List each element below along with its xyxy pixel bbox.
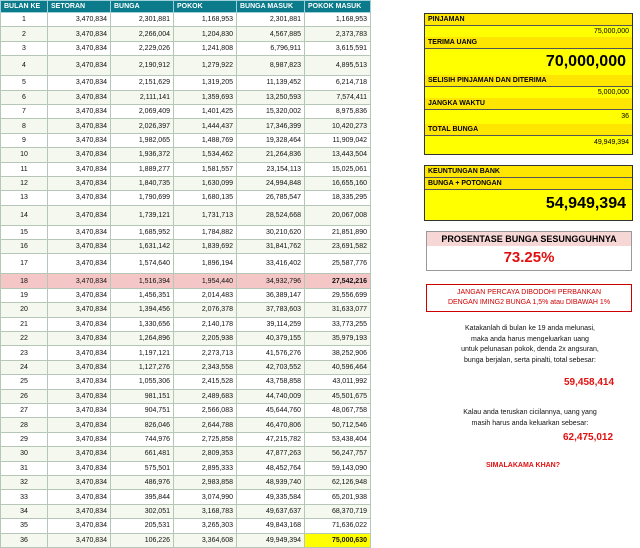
table-cell[interactable]: 1,241,808 (174, 41, 237, 55)
pelunasan-amount: 59,458,414 (564, 377, 615, 388)
table-cell[interactable]: 1,739,121 (111, 205, 174, 225)
keuntungan-value: 54,949,394 (545, 195, 626, 212)
table-cell[interactable]: 1,790,699 (111, 191, 174, 205)
table-cell[interactable]: 27,542,216 (305, 274, 371, 288)
table-row (1, 375, 371, 389)
table-cell[interactable]: 26,785,547 (237, 191, 305, 205)
table-cell[interactable]: 3,470,834 (48, 461, 111, 475)
table-cell[interactable]: 3,470,834 (48, 76, 111, 90)
table-cell[interactable]: 28,524,668 (237, 205, 305, 225)
table-cell[interactable]: 5 (1, 76, 48, 90)
table-row (1, 533, 371, 547)
table-cell[interactable]: 38,252,906 (305, 346, 371, 360)
table-cell[interactable]: 1,516,394 (111, 274, 174, 288)
table-row (1, 205, 371, 225)
table-cell[interactable]: 25 (1, 375, 48, 389)
table-cell[interactable]: 2,301,881 (111, 13, 174, 27)
table-cell[interactable]: 34,932,796 (237, 274, 305, 288)
table-cell[interactable]: 1,685,952 (111, 225, 174, 239)
table-row (1, 461, 371, 475)
table-row (1, 225, 371, 239)
table-cell[interactable]: 3,470,834 (48, 288, 111, 302)
table-cell[interactable]: 12 (1, 176, 48, 190)
table-cell[interactable]: 6 (1, 90, 48, 104)
column-header[interactable]: BUNGA (111, 1, 174, 13)
table-row (1, 56, 371, 76)
column-header[interactable]: POKOK MASUK (305, 1, 371, 13)
table-cell[interactable]: 2,069,409 (111, 104, 174, 118)
terima-uang-label: TERIMA UANG (425, 37, 632, 49)
table-cell[interactable]: 904,751 (111, 403, 174, 417)
narrative-line: Kalau anda teruskan cicilannya, uang yang (463, 409, 597, 416)
table-cell[interactable]: 48,939,740 (237, 475, 305, 489)
table-cell[interactable]: 16 (1, 240, 48, 254)
table-cell[interactable]: 24 (1, 360, 48, 374)
table-cell[interactable]: 19 (1, 288, 48, 302)
table-cell[interactable]: 24,994,848 (237, 176, 305, 190)
narrative-paragraph-1 (430, 324, 630, 366)
table-header-row (1, 1, 371, 13)
table-cell[interactable]: 3,470,834 (48, 389, 111, 403)
table-row (1, 274, 371, 288)
loan-summary-panel (424, 13, 633, 155)
table-cell[interactable]: 1,840,735 (111, 176, 174, 190)
table-cell[interactable]: 1,359,693 (174, 90, 237, 104)
table-cell[interactable]: 1,982,065 (111, 133, 174, 147)
table-cell[interactable]: 1,574,640 (111, 254, 174, 274)
table-cell[interactable]: 2,644,788 (174, 418, 237, 432)
table-cell[interactable]: 13 (1, 191, 48, 205)
table-cell[interactable]: 2,026,397 (111, 119, 174, 133)
table-cell[interactable]: 15,025,061 (305, 162, 371, 176)
table-cell[interactable]: 36 (1, 533, 48, 547)
table-cell[interactable]: 34 (1, 504, 48, 518)
table-cell[interactable]: 10 (1, 148, 48, 162)
table-cell[interactable]: 1,680,135 (174, 191, 237, 205)
table-cell[interactable]: 3,470,834 (48, 176, 111, 190)
table-cell[interactable]: 1,731,713 (174, 205, 237, 225)
table-cell[interactable]: 43,758,858 (237, 375, 305, 389)
table-cell[interactable]: 8,975,836 (305, 104, 371, 118)
table-cell[interactable]: 50,712,546 (305, 418, 371, 432)
table-cell[interactable]: 39,114,259 (237, 317, 305, 331)
table-cell[interactable]: 3,470,834 (48, 205, 111, 225)
terima-uang-value: 70,000,000 (545, 53, 626, 70)
table-row (1, 90, 371, 104)
table-cell[interactable]: 1,631,142 (111, 240, 174, 254)
table-cell[interactable]: 48,452,764 (237, 461, 305, 475)
table-cell[interactable]: 11,139,452 (237, 76, 305, 90)
table-cell[interactable]: 44,740,009 (237, 389, 305, 403)
prosentase-box (426, 231, 632, 271)
table-cell[interactable]: 4,895,513 (305, 56, 371, 76)
table-cell[interactable]: 2,266,004 (111, 27, 174, 41)
table-row (1, 360, 371, 374)
table-cell[interactable]: 49,637,637 (237, 504, 305, 518)
table-cell[interactable]: 3,470,834 (48, 274, 111, 288)
table-cell[interactable]: 23,691,582 (305, 240, 371, 254)
table-cell[interactable]: 3,470,834 (48, 41, 111, 55)
table-cell[interactable]: 1,055,306 (111, 375, 174, 389)
table-cell[interactable]: 1,264,896 (111, 332, 174, 346)
table-cell[interactable]: 18 (1, 274, 48, 288)
table-cell[interactable]: 2,014,483 (174, 288, 237, 302)
narrative-line: maka anda harus mengeluarkan uang (471, 335, 589, 343)
table-cell[interactable]: 27 (1, 403, 48, 417)
table-cell[interactable]: 1,394,456 (111, 303, 174, 317)
table-cell[interactable]: 205,531 (111, 519, 174, 533)
table-cell[interactable]: 3,470,834 (48, 418, 111, 432)
table-row (1, 346, 371, 360)
table-cell[interactable]: 53,438,404 (305, 432, 371, 446)
table-row (1, 27, 371, 41)
selisih-value: 5,000,000 (597, 89, 629, 96)
table-cell[interactable]: 2,229,026 (111, 41, 174, 55)
table-cell[interactable]: 1,581,557 (174, 162, 237, 176)
table-cell[interactable]: 31,633,077 (305, 303, 371, 317)
column-header[interactable]: BUNGA MASUK (237, 1, 305, 13)
table-cell[interactable]: 1,456,351 (111, 288, 174, 302)
table-cell[interactable]: 35 (1, 519, 48, 533)
narrative-line: untuk pelunasan pokok, denda 2x angsuran, (461, 346, 599, 353)
table-cell[interactable]: 47,215,782 (237, 432, 305, 446)
table-row (1, 303, 371, 317)
table-cell[interactable]: 33 (1, 490, 48, 504)
table-row (1, 133, 371, 147)
table-cell[interactable]: 3,470,834 (48, 148, 111, 162)
table-cell[interactable]: 4 (1, 56, 48, 76)
table-cell[interactable]: 1,401,425 (174, 104, 237, 118)
table-cell[interactable]: 2,343,558 (174, 360, 237, 374)
table-cell[interactable]: 23,154,113 (237, 162, 305, 176)
lanjut-amount: 62,475,012 (563, 432, 614, 443)
table-cell[interactable]: 106,226 (111, 533, 174, 547)
table-cell[interactable]: 575,501 (111, 461, 174, 475)
table-cell[interactable]: 2,415,528 (174, 375, 237, 389)
table-cell[interactable]: 33,773,255 (305, 317, 371, 331)
table-cell[interactable]: 40,596,464 (305, 360, 371, 374)
table-cell[interactable]: 744,976 (111, 432, 174, 446)
table-cell[interactable]: 2,205,938 (174, 332, 237, 346)
table-cell[interactable]: 826,046 (111, 418, 174, 432)
table-cell[interactable]: 48,067,758 (305, 403, 371, 417)
table-cell[interactable]: 1,896,194 (174, 254, 237, 274)
table-cell[interactable]: 22 (1, 332, 48, 346)
table-cell[interactable]: 10,420,273 (305, 119, 371, 133)
table-cell[interactable]: 62,126,948 (305, 475, 371, 489)
table-row (1, 240, 371, 254)
table-cell[interactable]: 3,470,834 (48, 133, 111, 147)
closing-question: SIMALAKAMA KHAN? (486, 462, 561, 469)
table-cell[interactable]: 3,470,834 (48, 490, 111, 504)
total-bunga-value: 49,949,394 (593, 139, 629, 146)
table-cell[interactable]: 981,151 (111, 389, 174, 403)
table-cell[interactable]: 2,809,353 (174, 447, 237, 461)
table-cell[interactable]: 25,587,776 (305, 254, 371, 274)
table-cell[interactable]: 68,370,719 (305, 504, 371, 518)
table-cell[interactable]: 2,725,858 (174, 432, 237, 446)
table-cell[interactable]: 2,895,333 (174, 461, 237, 475)
table-cell[interactable]: 56,247,757 (305, 447, 371, 461)
table-cell[interactable]: 59,143,090 (305, 461, 371, 475)
warning-box (426, 284, 632, 312)
table-cell[interactable]: 21,851,890 (305, 225, 371, 239)
table-row (1, 191, 371, 205)
table-cell[interactable]: 3,364,608 (174, 533, 237, 547)
table-cell[interactable]: 1,936,372 (111, 148, 174, 162)
table-cell[interactable]: 3,470,834 (48, 225, 111, 239)
table-cell[interactable]: 26 (1, 389, 48, 403)
table-cell[interactable]: 31 (1, 461, 48, 475)
pinjaman-label: PINJAMAN (425, 14, 632, 26)
table-cell[interactable]: 13,250,593 (237, 90, 305, 104)
table-cell[interactable]: 49,335,584 (237, 490, 305, 504)
table-cell[interactable]: 30,210,620 (237, 225, 305, 239)
table-cell[interactable]: 661,481 (111, 447, 174, 461)
table-row (1, 519, 371, 533)
table-cell[interactable]: 7,574,411 (305, 90, 371, 104)
table-cell[interactable]: 2,111,141 (111, 90, 174, 104)
table-cell[interactable]: 14 (1, 205, 48, 225)
table-cell[interactable]: 3,470,834 (48, 432, 111, 446)
table-cell[interactable]: 17 (1, 254, 48, 274)
table-cell[interactable]: 3,470,834 (48, 162, 111, 176)
table-cell[interactable]: 2,301,881 (237, 13, 305, 27)
table-cell[interactable]: 2,983,858 (174, 475, 237, 489)
table-row (1, 403, 371, 417)
table-cell[interactable]: 1 (1, 13, 48, 27)
table-row (1, 148, 371, 162)
table-row (1, 176, 371, 190)
table-cell[interactable]: 3,470,834 (48, 13, 111, 27)
table-cell[interactable]: 3 (1, 41, 48, 55)
selisih-label: SELISIH PINJAMAN DAN DITERIMA (425, 75, 632, 87)
table-cell[interactable]: 43,011,992 (305, 375, 371, 389)
table-cell[interactable]: 302,051 (111, 504, 174, 518)
column-header[interactable]: SETORAN (48, 1, 111, 13)
table-cell[interactable]: 1,204,830 (174, 27, 237, 41)
table-cell[interactable]: 3,470,834 (48, 533, 111, 547)
table-row (1, 119, 371, 133)
bunga-potongan-label: BUNGA + POTONGAN (425, 178, 632, 190)
table-cell[interactable]: 21,264,836 (237, 148, 305, 162)
table-cell[interactable]: 3,470,834 (48, 332, 111, 346)
table-cell[interactable]: 1,889,277 (111, 162, 174, 176)
table-cell[interactable]: 41,576,276 (237, 346, 305, 360)
table-cell[interactable]: 49,843,168 (237, 519, 305, 533)
table-cell[interactable]: 45,644,760 (237, 403, 305, 417)
table-cell[interactable]: 1,319,205 (174, 76, 237, 90)
table-cell[interactable]: 2,076,378 (174, 303, 237, 317)
table-cell[interactable]: 29,556,699 (305, 288, 371, 302)
jangka-waktu-label: JANGKA WAKTU (425, 98, 632, 110)
table-cell[interactable]: 3,265,303 (174, 519, 237, 533)
table-cell[interactable]: 1,630,099 (174, 176, 237, 190)
table-row (1, 332, 371, 346)
table-cell[interactable]: 7 (1, 104, 48, 118)
table-cell[interactable]: 6,796,911 (237, 41, 305, 55)
table-cell[interactable]: 29 (1, 432, 48, 446)
table-cell[interactable]: 3,470,834 (48, 56, 111, 76)
table-cell[interactable]: 2,273,713 (174, 346, 237, 360)
table-cell[interactable]: 21 (1, 317, 48, 331)
table-cell[interactable]: 2,373,783 (305, 27, 371, 41)
table-cell[interactable]: 395,844 (111, 490, 174, 504)
table-cell[interactable]: 9 (1, 133, 48, 147)
table-cell[interactable]: 3,470,834 (48, 403, 111, 417)
table-cell[interactable]: 3,470,834 (48, 317, 111, 331)
table-row (1, 254, 371, 274)
narrative-paragraph-2 (430, 408, 630, 429)
table-cell[interactable]: 2 (1, 27, 48, 41)
table-cell[interactable]: 8 (1, 119, 48, 133)
table-cell[interactable]: 1,168,953 (305, 13, 371, 27)
table-cell[interactable]: 20,067,008 (305, 205, 371, 225)
table-cell[interactable]: 1,197,121 (111, 346, 174, 360)
table-row (1, 41, 371, 55)
table-cell[interactable]: 1,839,692 (174, 240, 237, 254)
table-cell[interactable]: 3,168,783 (174, 504, 237, 518)
table-cell[interactable]: 1,444,437 (174, 119, 237, 133)
table-row (1, 317, 371, 331)
table-cell[interactable]: 32 (1, 475, 48, 489)
table-cell[interactable]: 3,470,834 (48, 104, 111, 118)
table-row (1, 13, 371, 27)
table-cell[interactable]: 6,214,718 (305, 76, 371, 90)
table-cell[interactable]: 45,501,675 (305, 389, 371, 403)
table-cell[interactable]: 28 (1, 418, 48, 432)
table-cell[interactable]: 2,190,912 (111, 56, 174, 76)
jangka-waktu-value: 36 (621, 113, 629, 120)
table-cell[interactable]: 2,489,683 (174, 389, 237, 403)
warning-line-1: JANGAN PERCAYA DIBODOHI PERBANKAN (456, 289, 602, 296)
table-cell[interactable]: 1,168,953 (174, 13, 237, 27)
table-cell[interactable]: 4,567,885 (237, 27, 305, 41)
table-row (1, 447, 371, 461)
table-cell[interactable]: 49,949,394 (237, 533, 305, 547)
table-cell[interactable]: 2,151,629 (111, 76, 174, 90)
keuntungan-panel (424, 165, 633, 221)
narrative-line: bunga berjalan, serta pinalti, total sebesar: (464, 356, 596, 364)
table-cell[interactable]: 3,470,834 (48, 475, 111, 489)
table-cell[interactable]: 23 (1, 346, 48, 360)
table-cell[interactable]: 3,470,834 (48, 375, 111, 389)
table-row (1, 490, 371, 504)
table-cell[interactable]: 13,443,504 (305, 148, 371, 162)
table-cell[interactable]: 3,470,834 (48, 191, 111, 205)
table-cell[interactable]: 8,987,823 (237, 56, 305, 76)
table-cell[interactable]: 3,074,990 (174, 490, 237, 504)
narrative-line: masih harus anda keluarkan sebesar: (471, 419, 589, 427)
table-cell[interactable]: 75,000,630 (305, 533, 371, 547)
table-cell[interactable]: 17,346,399 (237, 119, 305, 133)
table-cell[interactable]: 1,279,922 (174, 56, 237, 76)
table-cell[interactable]: 3,470,834 (48, 240, 111, 254)
table-cell[interactable]: 2,566,083 (174, 403, 237, 417)
table-row (1, 475, 371, 489)
table-cell[interactable]: 1,784,882 (174, 225, 237, 239)
table-cell[interactable]: 16,655,160 (305, 176, 371, 190)
keuntungan-label: KEUNTUNGAN BANK (425, 166, 632, 178)
table-cell[interactable]: 20 (1, 303, 48, 317)
table-cell[interactable]: 486,976 (111, 475, 174, 489)
table-row (1, 288, 371, 302)
table-cell[interactable]: 37,783,603 (237, 303, 305, 317)
table-cell[interactable]: 35,979,193 (305, 332, 371, 346)
table-cell[interactable]: 31,841,762 (237, 240, 305, 254)
total-bunga-label: TOTAL BUNGA (425, 124, 632, 136)
column-header[interactable]: BULAN KE (1, 1, 48, 13)
table-cell[interactable]: 46,470,806 (237, 418, 305, 432)
table-cell[interactable]: 33,416,402 (237, 254, 305, 274)
table-cell[interactable]: 3,470,834 (48, 504, 111, 518)
table-cell[interactable]: 1,127,276 (111, 360, 174, 374)
table-cell[interactable]: 3,470,834 (48, 346, 111, 360)
narrative-line: Katakanlah di bulan ke 19 anda melunasi, (465, 325, 595, 332)
column-header[interactable]: POKOK (174, 1, 237, 13)
table-cell[interactable]: 3,470,834 (48, 519, 111, 533)
table-cell[interactable]: 3,470,834 (48, 119, 111, 133)
table-cell[interactable]: 11 (1, 162, 48, 176)
warning-line-2: DENGAN IMING2 BUNGA 1,5% atau DIBAWAH 1% (447, 299, 611, 306)
table-cell[interactable]: 1,534,462 (174, 148, 237, 162)
table-row (1, 504, 371, 518)
table-row (1, 389, 371, 403)
table-row (1, 418, 371, 432)
table-cell[interactable]: 3,470,834 (48, 90, 111, 104)
table-row (1, 76, 371, 90)
table-cell[interactable]: 18,335,295 (305, 191, 371, 205)
table-cell[interactable]: 30 (1, 447, 48, 461)
table-cell[interactable]: 47,877,263 (237, 447, 305, 461)
pinjaman-value: 75,000,000 (593, 28, 629, 35)
table-cell[interactable]: 65,201,938 (305, 490, 371, 504)
table-cell[interactable]: 3,470,834 (48, 27, 111, 41)
table-cell[interactable]: 71,636,022 (305, 519, 371, 533)
table-cell[interactable]: 2,140,178 (174, 317, 237, 331)
table-cell[interactable]: 3,470,834 (48, 447, 111, 461)
table-row (1, 162, 371, 176)
table-cell[interactable]: 3,470,834 (48, 360, 111, 374)
table-cell[interactable]: 1,488,769 (174, 133, 237, 147)
table-row (1, 432, 371, 446)
table-row (1, 104, 371, 118)
prosentase-value: 73.25% (503, 249, 555, 266)
table-cell[interactable]: 15,320,002 (237, 104, 305, 118)
table-cell[interactable]: 3,470,834 (48, 254, 111, 274)
table-cell[interactable]: 19,328,464 (237, 133, 305, 147)
table-cell[interactable]: 1,954,440 (174, 274, 237, 288)
table-cell[interactable]: 40,379,155 (237, 332, 305, 346)
prosentase-title: PROSENTASE BUNGA SESUNGGUHNYA (427, 232, 631, 246)
table-cell[interactable]: 11,909,042 (305, 133, 371, 147)
table-cell[interactable]: 3,615,591 (305, 41, 371, 55)
table-cell[interactable]: 1,330,656 (111, 317, 174, 331)
table-cell[interactable]: 36,389,147 (237, 288, 305, 302)
table-cell[interactable]: 42,703,552 (237, 360, 305, 374)
table-cell[interactable]: 3,470,834 (48, 303, 111, 317)
table-cell[interactable]: 15 (1, 225, 48, 239)
